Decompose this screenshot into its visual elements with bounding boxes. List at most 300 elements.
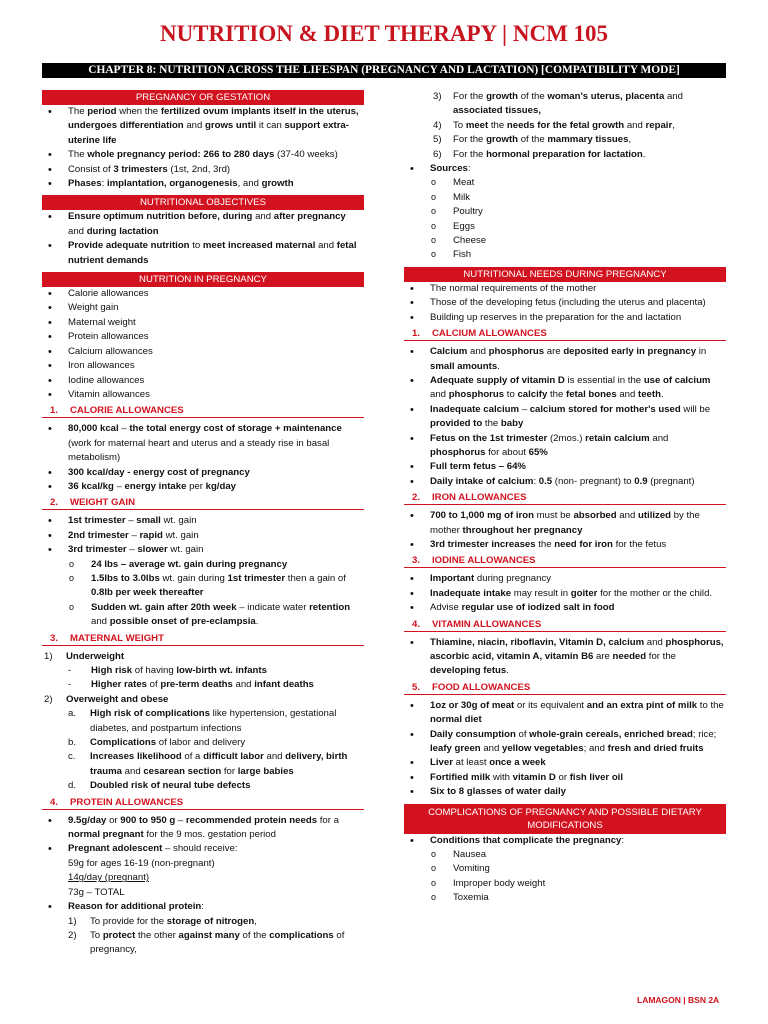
bold-text: energy intake bbox=[124, 480, 187, 492]
bold-text: growth bbox=[486, 134, 519, 146]
bold-text: goiter bbox=[570, 587, 598, 599]
text: and bbox=[315, 240, 337, 252]
subheading-vitamin: 4. VITAMIN ALLOWANCES bbox=[404, 618, 726, 632]
maternal-weight-list bbox=[42, 650, 364, 664]
bold-text: 24 lbs – average wt. gain during pregnancy bbox=[91, 558, 288, 570]
calorie-list bbox=[42, 422, 364, 494]
subheading-iodine: 3. IODINE ALLOWANCES bbox=[404, 554, 726, 568]
text: , and bbox=[237, 178, 262, 190]
list-item: 1) Underweight bbox=[44, 650, 125, 662]
subheading-iron: 2. IRON ALLOWANCES bbox=[404, 491, 726, 505]
text: of the bbox=[518, 134, 548, 146]
subheading-protein: 4. PROTEIN ALLOWANCES bbox=[42, 796, 364, 810]
bold-text: storage of nitrogen bbox=[166, 915, 255, 927]
bold-text: Fortified milk bbox=[430, 771, 491, 783]
numbered-item bbox=[42, 707, 364, 736]
text: , bbox=[628, 134, 632, 146]
bold-text: whole-grain cereals, enriched bread bbox=[529, 728, 693, 740]
text: and bbox=[467, 346, 489, 358]
text: and bbox=[616, 389, 639, 401]
text: and bbox=[252, 211, 274, 223]
weight-gain-sublist bbox=[42, 558, 364, 630]
text: during pregnancy bbox=[474, 573, 552, 585]
bold-text: provided to bbox=[430, 418, 483, 430]
bold-text: Increases likelihood bbox=[90, 751, 182, 763]
overweight-list bbox=[42, 707, 364, 793]
bold-text: large babies bbox=[237, 765, 294, 777]
bold-text: needs for the fetal growth bbox=[506, 119, 625, 131]
text: For the bbox=[453, 134, 487, 146]
protein-list bbox=[42, 814, 364, 915]
text: wt. gain during bbox=[159, 572, 228, 584]
bold-text: High risk bbox=[91, 665, 133, 676]
list-item bbox=[42, 664, 364, 678]
bold-text: 65% bbox=[528, 446, 548, 458]
bold-text: High risk of complications bbox=[90, 708, 210, 720]
bold-text: utilized bbox=[637, 510, 672, 522]
list-item: • Pregnant adolescent – should receive: 59g for ages 16-19 (non-pregnant) 14g/day (pregnant) 73g – TOTAL bbox=[42, 842, 364, 900]
text: by the mother bbox=[430, 510, 700, 536]
list-item: o Milk bbox=[404, 191, 726, 205]
text: the bbox=[488, 119, 507, 131]
bold-text: recommended protein needs bbox=[185, 814, 318, 826]
text: . bbox=[255, 616, 259, 628]
bold-text: 3rd trimester increases bbox=[430, 538, 536, 550]
text: – indicate water bbox=[236, 601, 310, 613]
text: the bbox=[482, 418, 501, 430]
list-item bbox=[42, 177, 364, 191]
item-number: 4) bbox=[433, 119, 442, 131]
list-item: o Improper body weight bbox=[404, 877, 726, 891]
bold-text: 3 trimesters bbox=[113, 163, 168, 175]
bold-text: growth bbox=[261, 178, 294, 190]
list-item bbox=[42, 105, 364, 148]
subheading-calorie: 1. CALORIE ALLOWANCES bbox=[42, 404, 364, 418]
nutrition-in-pregnancy-list bbox=[42, 287, 364, 402]
bold-text: small amounts bbox=[430, 360, 498, 372]
bold-text: normal pregnant bbox=[68, 829, 144, 841]
text: (work for maternal heart and uterus and a steady rise in basal metabolism) bbox=[68, 437, 330, 464]
text: to bbox=[504, 389, 518, 401]
bold-text: low-birth wt. infants bbox=[176, 665, 267, 676]
bold-text: absorbed bbox=[573, 510, 617, 522]
bold-text: need for iron bbox=[554, 538, 613, 550]
list-item bbox=[42, 239, 364, 268]
text: wt. gain bbox=[162, 529, 199, 541]
needs-list bbox=[404, 282, 726, 325]
text: of having bbox=[132, 665, 177, 676]
bold-text: Important bbox=[430, 573, 475, 585]
text: – bbox=[128, 529, 140, 541]
item-number: a. bbox=[68, 708, 77, 720]
list-item: • Conditions that complicate the pregnancy: bbox=[404, 834, 726, 848]
bold-text: Six to 8 glasses of water daily bbox=[430, 786, 566, 798]
bold-text: pre-term deaths bbox=[160, 679, 233, 691]
text: Advise bbox=[430, 602, 462, 614]
text: it can bbox=[256, 120, 285, 132]
text: , bbox=[672, 119, 675, 131]
numbered-item bbox=[42, 915, 364, 929]
bold-text: Complications bbox=[90, 737, 157, 749]
text: and bbox=[91, 616, 110, 628]
bold-text: fetal nutrient demands bbox=[68, 240, 357, 266]
text: for a bbox=[317, 814, 339, 826]
text: and bbox=[624, 119, 646, 131]
bold-text: fertilized ovum implants itself in the uterus, undergoes differentiation bbox=[68, 106, 359, 132]
bold-text: Daily consumption bbox=[430, 728, 516, 740]
section-header-nutrition-in-pregnancy: NUTRITION IN PREGNANCY bbox=[42, 272, 364, 287]
bold-text: Calcium bbox=[430, 346, 468, 358]
text: – bbox=[175, 814, 186, 826]
text: to bbox=[189, 240, 203, 252]
list-item bbox=[404, 509, 726, 538]
bold-text: meet bbox=[465, 119, 489, 131]
sources-list bbox=[404, 162, 726, 176]
weight-gain-list bbox=[42, 514, 364, 557]
list-item bbox=[404, 699, 726, 728]
iron-list bbox=[404, 509, 726, 552]
bold-text: the total energy cost of storage + maintenance bbox=[129, 423, 342, 435]
bold-text: difficult labor bbox=[203, 751, 264, 763]
text: will be bbox=[680, 403, 711, 415]
bold-text: 900 to 950 g bbox=[120, 814, 176, 826]
text: To bbox=[90, 929, 103, 941]
list-item: o Vomiting bbox=[404, 862, 726, 876]
bold-text: Inadequate intake bbox=[430, 587, 512, 599]
section-header-nutritional-needs: NUTRITIONAL NEEDS DURING PREGNANCY bbox=[404, 267, 726, 282]
bold-text: Ensure optimum nutrition before, during bbox=[68, 211, 253, 223]
text: then a gain of bbox=[285, 572, 346, 584]
underweight-list bbox=[42, 664, 364, 693]
bold-text: slower bbox=[137, 544, 168, 556]
bold-text: associated tissues, bbox=[453, 105, 541, 117]
footer-author: LAMAGON | BSN 2A bbox=[637, 995, 720, 1005]
list-item: o Toxemia bbox=[404, 891, 726, 905]
list-item bbox=[42, 422, 364, 465]
bold-text: whole pregnancy period: 266 to 280 days bbox=[87, 149, 275, 161]
bold-text: calcium stored for mother's used bbox=[529, 403, 681, 415]
bold-text: protect bbox=[102, 929, 136, 941]
text: of the bbox=[518, 91, 548, 102]
text: the bbox=[535, 538, 555, 550]
text: or bbox=[106, 814, 121, 826]
bold-text: during lactation bbox=[86, 225, 159, 237]
calcium-list bbox=[404, 345, 726, 489]
bold-text: complications bbox=[269, 929, 334, 941]
list-item: 2) Overweight and obese bbox=[44, 693, 169, 705]
bold-text: hormonal preparation for lactation bbox=[486, 148, 643, 160]
bold-text: Phases bbox=[68, 178, 102, 190]
bold-text: 9.5g/day bbox=[68, 814, 107, 826]
text: and bbox=[649, 432, 669, 444]
list-item bbox=[404, 345, 726, 374]
list-item bbox=[404, 460, 726, 474]
bold-text: regular use of iodized salt in food bbox=[461, 602, 615, 614]
list-item: • Calorie allowances bbox=[42, 287, 364, 301]
list-item bbox=[404, 728, 726, 757]
list-item bbox=[404, 403, 726, 432]
bold-text: developing fetus bbox=[430, 665, 507, 677]
text: of the bbox=[239, 929, 270, 941]
bold-text: retention bbox=[309, 601, 351, 613]
bold-text: phosphorus bbox=[448, 389, 505, 401]
bold-text: phosphorus bbox=[488, 346, 545, 358]
text: and bbox=[183, 120, 206, 132]
text: of labor and delivery bbox=[156, 737, 246, 749]
text: and bbox=[68, 225, 87, 237]
text: The bbox=[68, 106, 88, 117]
bold-text: 1oz or 30g of meat bbox=[430, 699, 515, 711]
list-item: • Protein allowances bbox=[42, 330, 364, 344]
list-item bbox=[42, 480, 364, 494]
list-item bbox=[42, 529, 364, 543]
chapter-banner: CHAPTER 8: NUTRITION ACROSS THE LIFESPAN (PREGNANCY AND LACTATION) [COMPATIBILITY MODE] bbox=[42, 63, 726, 78]
numbered-item bbox=[42, 779, 364, 793]
bold-text: yellow vegetables bbox=[502, 743, 584, 755]
list-item: • Sources: bbox=[404, 162, 726, 176]
list-item: • The normal requirements of the mother bbox=[404, 282, 726, 296]
text: and bbox=[664, 91, 683, 102]
text: and bbox=[122, 765, 144, 777]
text: is essential in the bbox=[564, 374, 644, 386]
bold-text: Full term fetus – 64% bbox=[430, 461, 526, 473]
sources-sublist bbox=[404, 176, 726, 262]
text: the other bbox=[135, 929, 179, 941]
text: and bbox=[480, 743, 503, 755]
bold-text: deposited early in pregnancy bbox=[563, 346, 697, 358]
text: are bbox=[593, 651, 613, 662]
numbered-item bbox=[42, 750, 364, 779]
list-item: • Building up reserves in the preparation for the and lactation bbox=[404, 311, 726, 325]
list-item: • Calcium allowances bbox=[42, 345, 364, 359]
list-item bbox=[42, 601, 364, 630]
text: of bbox=[515, 728, 530, 740]
pregnancy-list bbox=[42, 105, 364, 191]
bold-text: period bbox=[87, 106, 117, 117]
text: or its equivalent bbox=[514, 699, 587, 711]
bold-text: kg/day bbox=[205, 480, 237, 492]
text: . bbox=[660, 389, 664, 401]
bold-text: phosphorus bbox=[430, 446, 486, 458]
subheading-food: 5. FOOD ALLOWANCES bbox=[404, 681, 726, 695]
bold-text: 1st trimester bbox=[227, 572, 286, 584]
bold-text: 80,000 kcal bbox=[68, 423, 119, 435]
item-number: c. bbox=[68, 751, 76, 763]
list-item bbox=[42, 814, 364, 843]
text: . bbox=[497, 360, 500, 372]
list-item bbox=[42, 572, 364, 601]
bold-text: calcify bbox=[517, 389, 548, 401]
text: to the bbox=[697, 699, 724, 711]
bold-text: leafy green bbox=[430, 743, 481, 755]
text: with bbox=[490, 771, 513, 783]
left-column bbox=[42, 90, 364, 958]
maternal-weight-list-2 bbox=[42, 693, 364, 707]
list-item: o Meat bbox=[404, 176, 726, 190]
bold-text: teeth bbox=[638, 389, 661, 401]
text: for about bbox=[485, 446, 529, 458]
item-number: 6) bbox=[433, 148, 442, 160]
bold-text: grows until bbox=[205, 120, 257, 132]
bold-text: throughout her pregnancy bbox=[462, 524, 583, 536]
bold-text: retain calcium bbox=[585, 432, 650, 444]
subheading-calcium: 1. CALCIUM ALLOWANCES bbox=[404, 327, 726, 341]
bold-text: and an extra pint of milk bbox=[586, 699, 698, 711]
text: – bbox=[113, 480, 125, 492]
bold-text: baby bbox=[500, 418, 524, 430]
list-item bbox=[42, 678, 364, 692]
list-item: o Cheese bbox=[404, 234, 726, 248]
list-item bbox=[404, 771, 726, 785]
text: like hypertension, gestational diabetes, and postpartum infections bbox=[90, 708, 337, 734]
bold-text: Daily intake of calcium bbox=[430, 475, 534, 487]
text: For the bbox=[453, 148, 487, 160]
text: (37-40 weeks) bbox=[274, 149, 338, 161]
section-header-pregnancy: PREGNANCY OR GESTATION bbox=[42, 90, 364, 105]
text: . bbox=[506, 665, 509, 677]
list-item bbox=[404, 572, 726, 586]
list-item bbox=[42, 163, 364, 177]
list-item: • Iron allowances bbox=[42, 359, 364, 373]
bold-text: Thiamine, niacin, riboflavin, Vitamin D, calcium bbox=[430, 636, 645, 648]
text: The bbox=[68, 149, 88, 161]
list-item bbox=[404, 475, 726, 489]
bold-text: repair bbox=[645, 119, 673, 131]
subheading-weight-gain: 2. WEIGHT GAIN bbox=[42, 496, 364, 510]
bold-text: fish liver oil bbox=[569, 771, 624, 783]
bold-text: fresh and dried fruits bbox=[607, 743, 704, 755]
bold-text: meet increased maternal bbox=[202, 240, 316, 252]
text: For the bbox=[453, 91, 487, 102]
text: and bbox=[644, 636, 666, 648]
text: , bbox=[254, 915, 257, 927]
bold-text: normal diet bbox=[430, 714, 482, 726]
bold-text: Adequate supply of vitamin D bbox=[430, 374, 565, 386]
bold-text: 0.9 bbox=[634, 475, 648, 487]
text: wt. gain bbox=[160, 515, 197, 527]
text: wt. gain bbox=[167, 544, 204, 556]
list-item bbox=[42, 558, 364, 572]
text: and bbox=[616, 510, 638, 522]
numbered-item bbox=[404, 119, 726, 133]
numbered-item bbox=[42, 929, 364, 958]
numbered-item bbox=[404, 90, 726, 119]
list-item bbox=[404, 374, 726, 403]
bold-text: Fetus on the 1st trimester bbox=[430, 432, 548, 444]
bold-text: rapid bbox=[139, 529, 163, 541]
text: – bbox=[519, 403, 530, 415]
complications-list bbox=[404, 834, 726, 848]
bold-text: needed bbox=[612, 651, 647, 662]
text: for the 9 mos. gestation period bbox=[143, 829, 276, 841]
bold-text: once a week bbox=[489, 757, 546, 769]
bold-text: 36 kcal/kg bbox=[68, 480, 114, 492]
list-item bbox=[404, 785, 726, 799]
bold-text: Doubled risk of neural tube defects bbox=[90, 780, 251, 792]
bold-text: 1.5lbs to 3.0lbs bbox=[91, 572, 160, 584]
bold-text: 300 kcal/day - energy cost of pregnancy bbox=[68, 466, 250, 478]
text: for the fetus bbox=[612, 538, 667, 550]
iodine-list bbox=[404, 572, 726, 615]
bold-text: fetal bones bbox=[566, 389, 617, 401]
bold-text: vitamin D bbox=[512, 771, 556, 783]
list-item bbox=[42, 543, 364, 557]
text: of a bbox=[181, 751, 204, 763]
bold-text: 1st trimester bbox=[68, 515, 126, 527]
list-item: • Vitamin allowances bbox=[42, 388, 364, 402]
list-item bbox=[404, 432, 726, 461]
list-item: • Iodine allowances bbox=[42, 374, 364, 388]
bold-text: growth bbox=[486, 91, 519, 102]
list-item: • Reason for additional protein: bbox=[42, 900, 364, 914]
list-item bbox=[42, 148, 364, 162]
protein-reasons-list bbox=[42, 915, 364, 958]
text: To provide for the bbox=[90, 915, 167, 927]
item-number: 1) bbox=[68, 915, 77, 927]
list-item bbox=[404, 538, 726, 552]
text: : bbox=[101, 178, 107, 190]
list-item: o Eggs bbox=[404, 220, 726, 234]
text: (1st, 2nd, 3rd) bbox=[167, 163, 231, 175]
text: and bbox=[263, 751, 286, 763]
list-item bbox=[42, 466, 364, 480]
text: per bbox=[186, 480, 206, 492]
text: in bbox=[696, 346, 707, 358]
section-header-complications: COMPLICATIONS OF PREGNANCY AND POSSIBLE DIETARY MODIFICATIONS bbox=[404, 804, 726, 834]
item-number: 2) bbox=[68, 929, 77, 941]
text: ; rice; bbox=[692, 728, 717, 740]
bold-text: Liver bbox=[430, 757, 453, 769]
bold-text: after pregnancy bbox=[273, 211, 346, 223]
bold-text: use of calcium bbox=[643, 374, 711, 386]
list-item bbox=[404, 636, 726, 679]
bold-text: 2nd trimester bbox=[68, 529, 129, 541]
bold-text: Provide adequate nutrition bbox=[68, 240, 190, 252]
food-list bbox=[404, 699, 726, 800]
list-item bbox=[404, 587, 726, 601]
text: : bbox=[533, 475, 539, 487]
numbered-item bbox=[42, 736, 364, 750]
text: may result in bbox=[511, 587, 571, 599]
bold-text: 0.8lb per week thereafter bbox=[91, 587, 204, 599]
bold-text: support extra-uterine life bbox=[68, 120, 349, 146]
item-number: d. bbox=[68, 780, 77, 792]
bold-text: possible onset of pre-eclampsia bbox=[109, 616, 256, 628]
item-number: 3) bbox=[433, 91, 442, 102]
bold-text: mammary tissues bbox=[547, 134, 629, 146]
list-item: • Weight gain bbox=[42, 301, 364, 315]
bold-text: against many bbox=[178, 929, 240, 941]
text: – bbox=[125, 515, 137, 527]
protein-reasons-continued bbox=[404, 90, 726, 162]
bold-text: woman's uterus, placenta bbox=[547, 91, 665, 102]
section-header-objectives: NUTRITIONAL OBJECTIVES bbox=[42, 195, 364, 210]
text: and bbox=[430, 389, 449, 401]
item-number: b. bbox=[68, 737, 77, 749]
list-item bbox=[42, 210, 364, 239]
complications-sublist bbox=[404, 848, 726, 906]
text: for bbox=[221, 765, 238, 777]
bold-text: cesarean section bbox=[143, 765, 222, 777]
list-item bbox=[404, 601, 726, 615]
text: must be bbox=[533, 510, 574, 522]
text: ; and bbox=[583, 743, 608, 755]
text: (2mos.) bbox=[547, 432, 586, 444]
right-column bbox=[404, 90, 726, 906]
text: are bbox=[544, 346, 564, 358]
text: – bbox=[126, 544, 138, 556]
subheading-maternal-weight: 3. MATERNAL WEIGHT bbox=[42, 632, 364, 646]
